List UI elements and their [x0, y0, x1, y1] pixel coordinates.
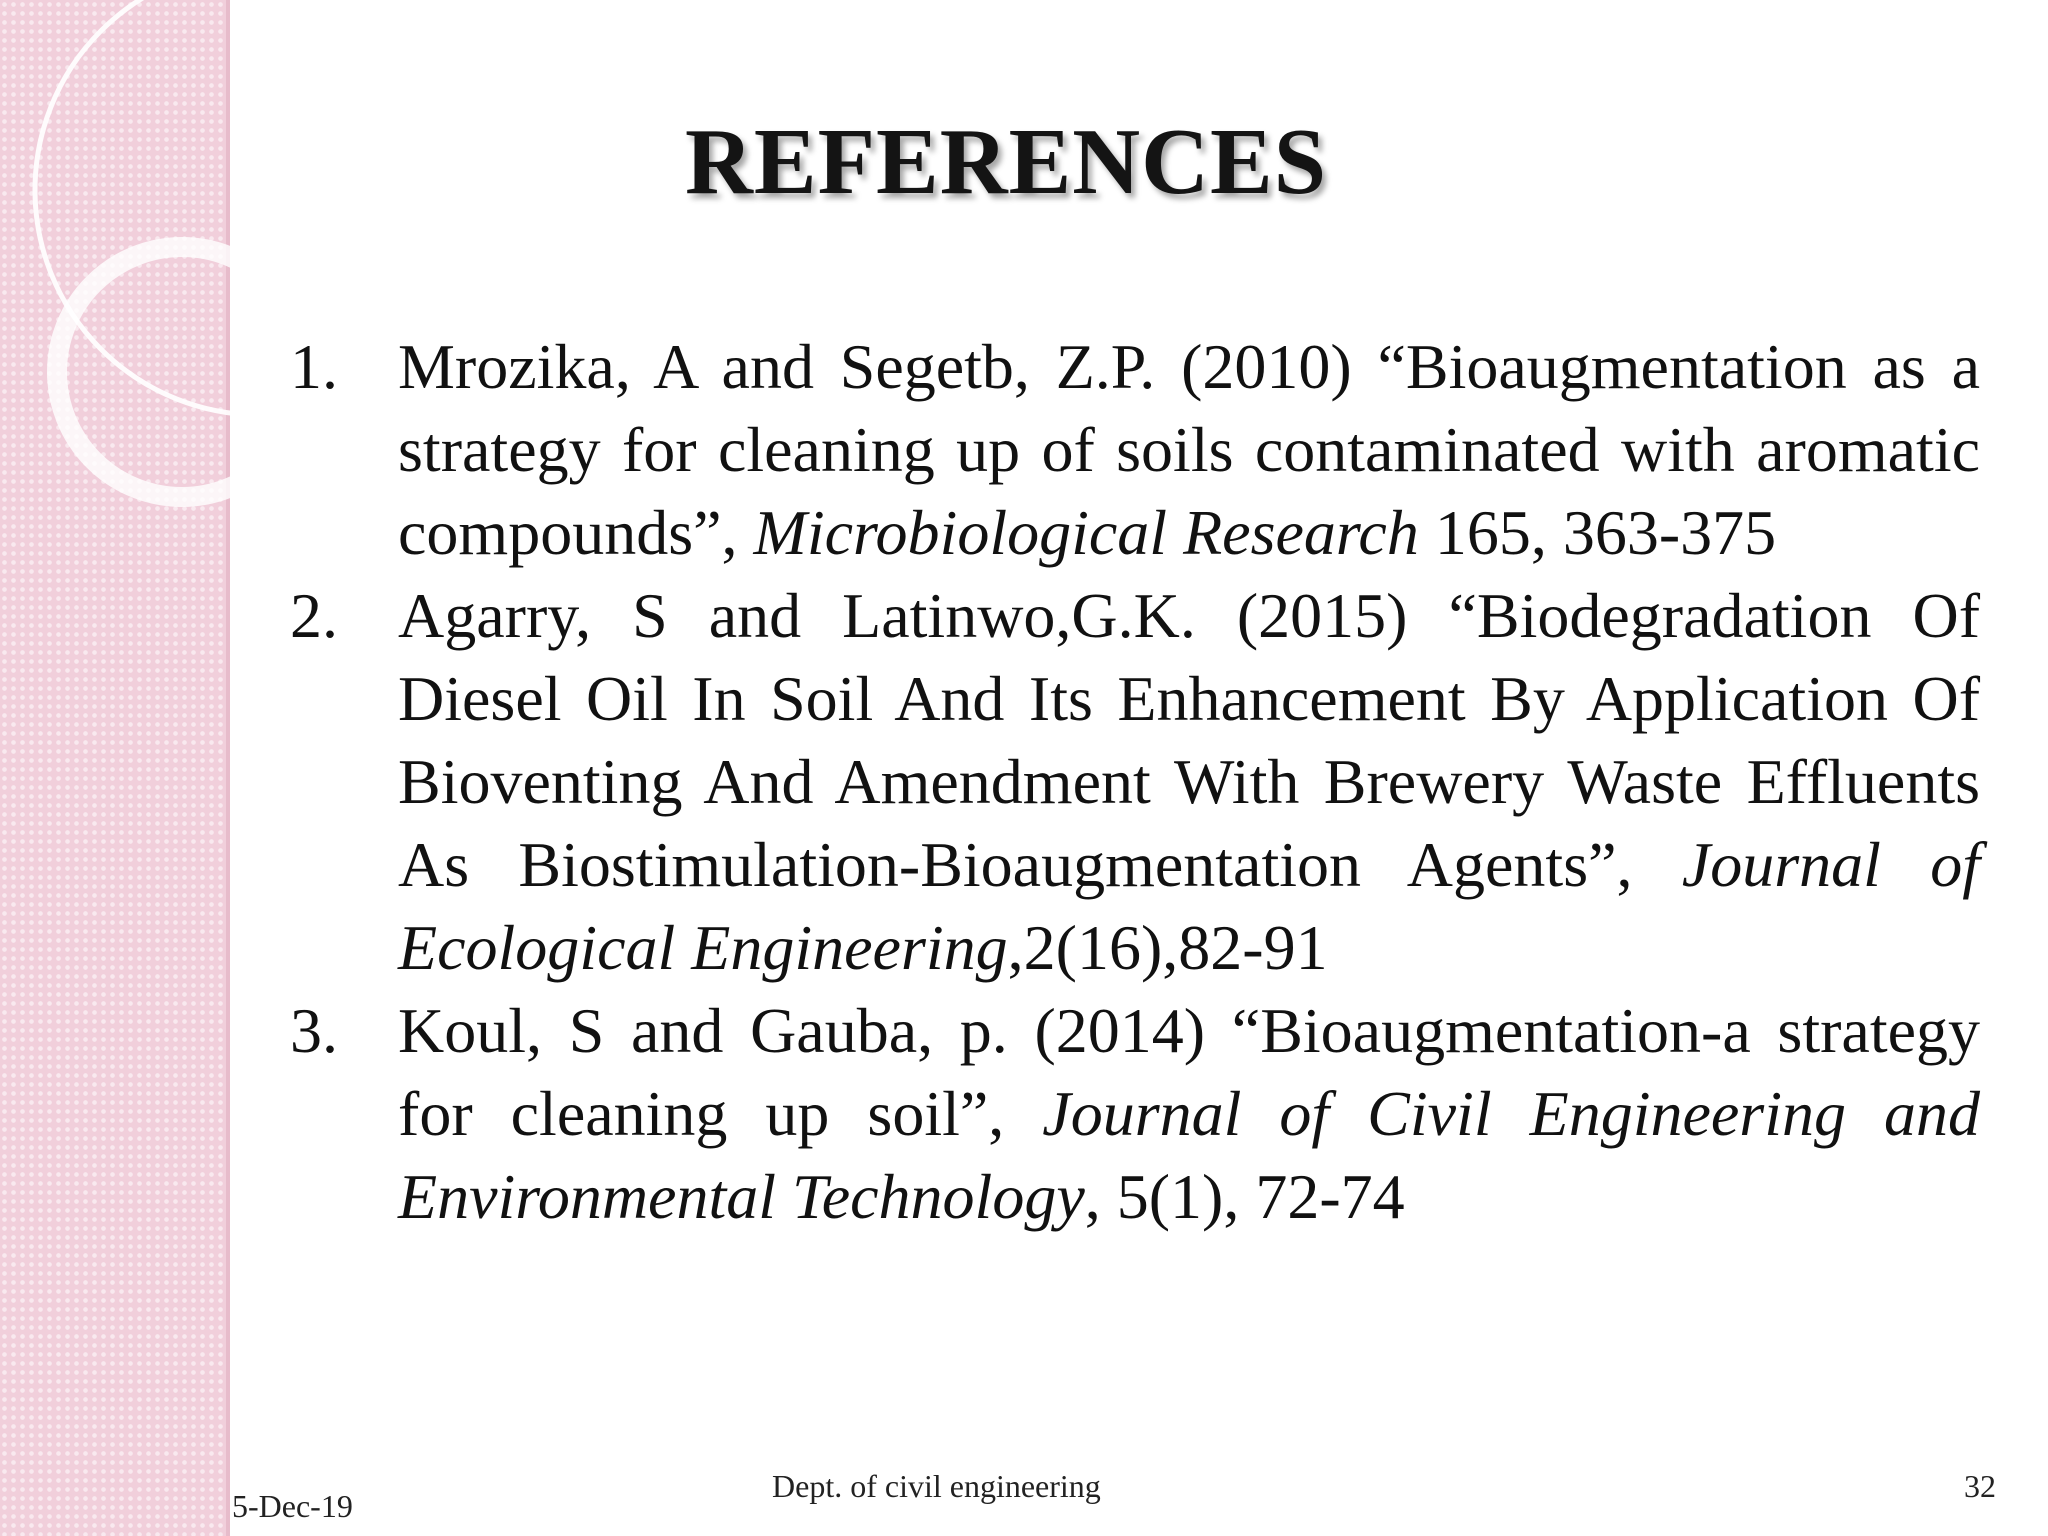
reference-details: ,2(16),82-91: [1007, 912, 1328, 983]
decorative-rings: [0, 0, 300, 520]
reference-journal: Microbiological Research: [753, 497, 1419, 568]
reference-details: 165, 363-375: [1418, 497, 1777, 568]
decorative-ring-small: [57, 247, 300, 497]
reference-item: [290, 574, 1980, 989]
reference-text: Agarry, S and Latinwo,G.K. (2015) “Biodegradation Of Diesel Oil In Soil And Its Enhancement By Application Of Bioventing And Amendment With Brewery Waste Effluents As Biostimulation-Bioaugmentation Agents”,: [398, 580, 1980, 900]
reference-journal: Journal of Civil Engineering and Environmental Technology: [398, 1078, 1980, 1232]
footer-department: Dept. of civil engineering: [772, 1468, 1101, 1504]
reference-text: Koul, S and Gauba, p. (2014) “Bioaugmentation-a strategy for cleaning up soil”,: [398, 995, 1980, 1149]
reference-item: [290, 325, 1980, 574]
reference-number: 1.: [290, 331, 338, 402]
slide-title: REFERENCES: [685, 110, 1328, 214]
reference-number: 2.: [290, 580, 338, 651]
decorative-ring-large: [35, 0, 300, 415]
footer-page-number: 32: [1964, 1468, 1996, 1504]
reference-details: , 5(1), 72-74: [1084, 1161, 1405, 1232]
reference-journal: Journal of Ecological Engineering: [398, 829, 1981, 983]
reference-list: [290, 325, 1980, 1238]
footer-date: 5-Dec-19: [232, 1488, 353, 1524]
reference-text: Mrozika, A and Segetb, Z.P. (2010) “Bioaugmentation as a strategy for cleaning up of soils contaminated with aromatic compounds”,: [398, 331, 1980, 568]
reference-item: [290, 989, 1980, 1238]
reference-number: 3.: [290, 995, 338, 1066]
